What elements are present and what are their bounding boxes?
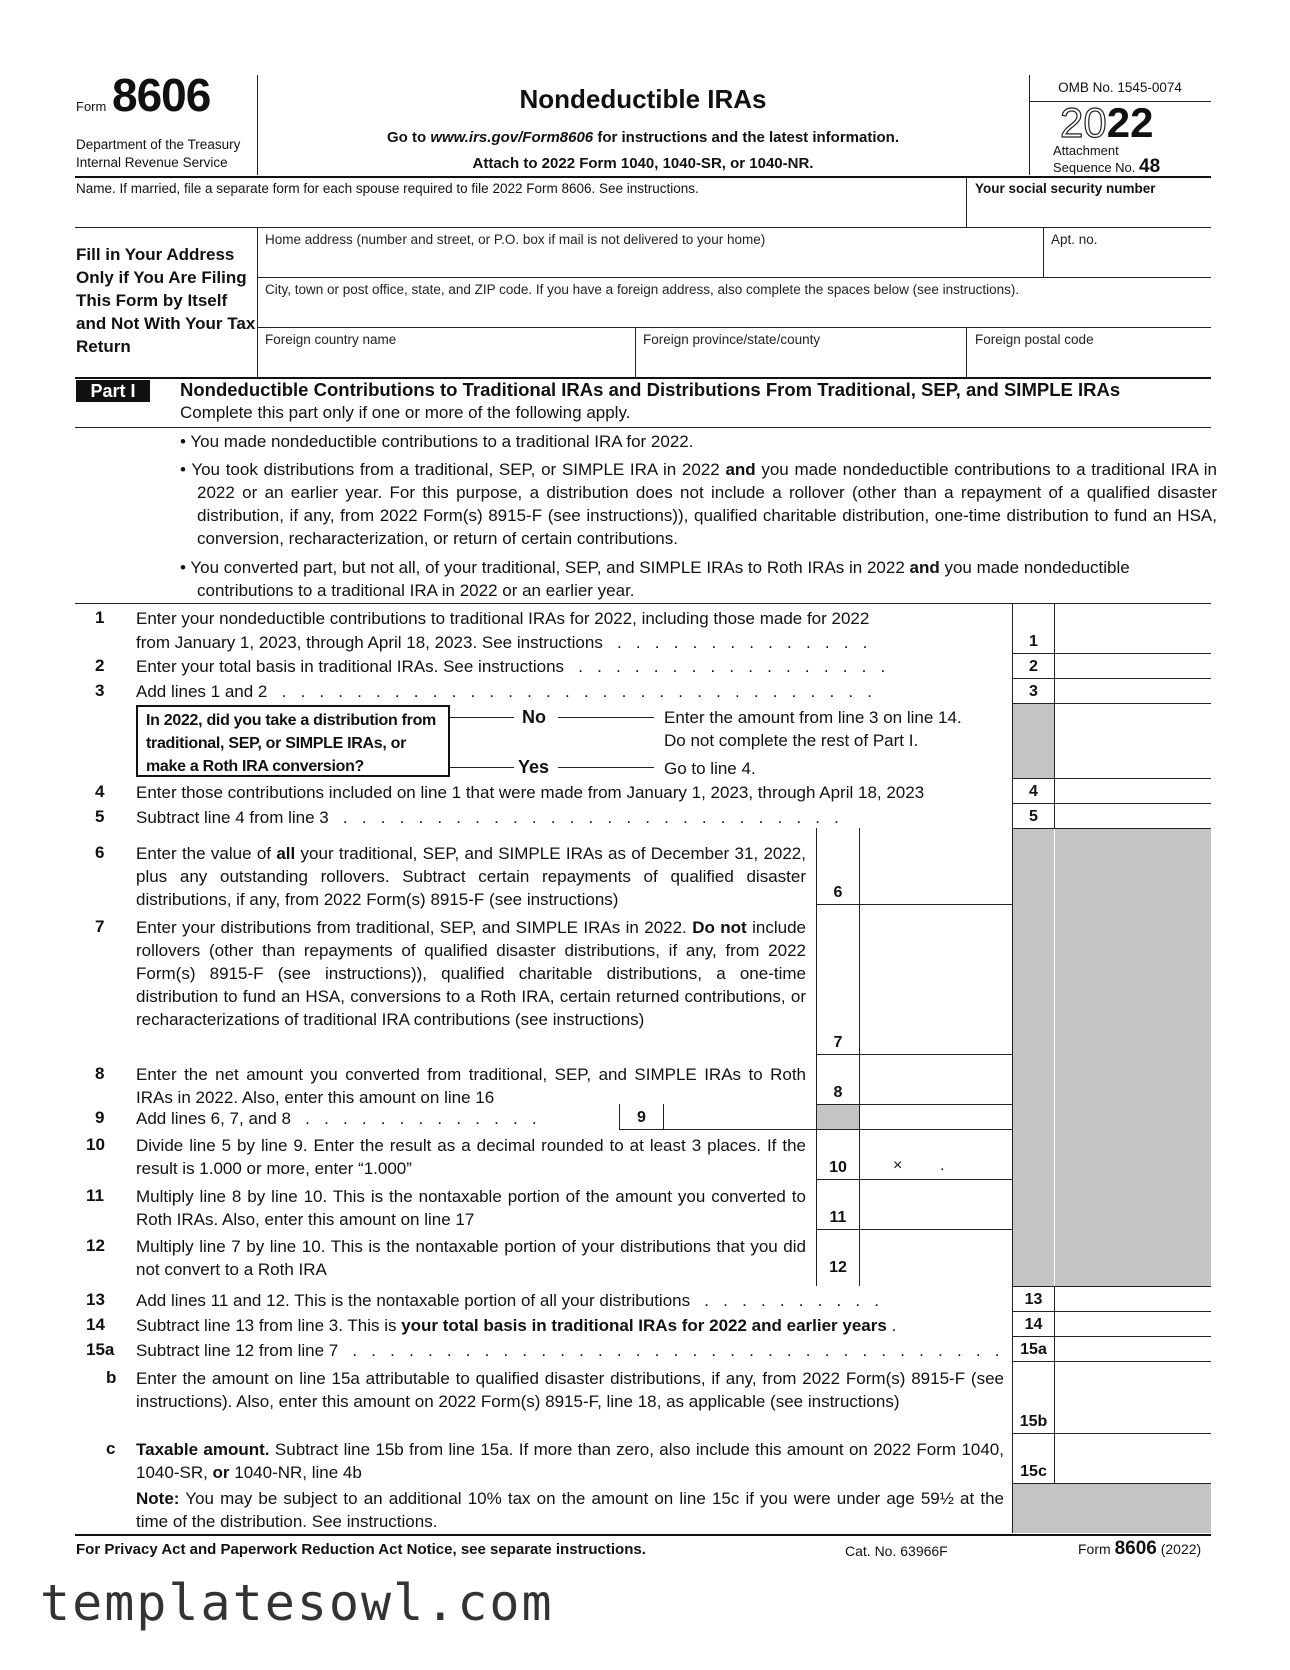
name-label: Name. If married, file a separate form for each spouse required to file 2022 Form 8606. See instructions.	[76, 181, 699, 196]
box-label-15a: 15a	[1020, 1341, 1047, 1358]
line-2-number: 2	[95, 656, 105, 675]
line-15b-input[interactable]	[1056, 1409, 1210, 1433]
dept-treasury: Department of the Treasury	[76, 137, 241, 152]
foreign-province-label: Foreign province/state/county	[643, 332, 821, 347]
attach-instruction: Attach to 2022 Form 1040, 1040-SR, or 1040-NR.	[472, 155, 814, 172]
part1-subtitle: Complete this part only if one or more of the following apply.	[180, 403, 631, 422]
box-label-10: 10	[829, 1159, 847, 1176]
shade-line9-box	[817, 1104, 859, 1129]
line-9-number: 9	[95, 1108, 105, 1127]
line-3-input[interactable]	[1056, 679, 1210, 703]
question-text: In 2022, did you take a distribution from traditional, SEP, or SIMPLE IRAs, or make a Roth IRA conversion?	[146, 712, 436, 775]
line-10-decimal: .	[940, 1157, 945, 1174]
line-12-number: 12	[86, 1236, 105, 1255]
line-11-number: 11	[86, 1186, 104, 1205]
form-title: Nondeductible IRAs	[519, 84, 767, 114]
ssn-input[interactable]	[970, 198, 1210, 226]
line-12-input[interactable]	[861, 1255, 1011, 1279]
box-label-3: 3	[1029, 683, 1038, 700]
note-text: Note: You may be subject to an additional 10% tax on the amount on line 15c if you were under age 59½ at the time of the distribution. See instructions.	[136, 1489, 1004, 1531]
line-4-input[interactable]	[1056, 779, 1210, 803]
part1-badge: Part I	[76, 380, 150, 402]
line-6-text: Enter the value of all your traditional, SEP, and SIMPLE IRAs as of December 31, 2022, plus any outstanding rollovers. Subtract certain repayments of qualified disaster distributions, if any, from 2022 Form(s) 8915-F (see instructions)	[136, 844, 806, 909]
box-label-1: 1	[1029, 633, 1038, 650]
home-address-label: Home address (number and street, or P.O. box if mail is not delivered to your home)	[265, 232, 766, 247]
line-3-text: Add lines 1 and 2 . . . . . . . . . . . . . . . . . . . . . . . . . . . . . . . .	[136, 682, 872, 701]
line-13-number: 13	[86, 1290, 105, 1309]
no-instruction-b: Do not complete the rest of Part I.	[664, 731, 919, 750]
line-4-number: 4	[95, 782, 105, 801]
line-14-text: Subtract line 13 from line 3. This is your total basis in traditional IRAs for 2022 and earlier years .	[136, 1316, 897, 1335]
shade-line3-question	[1013, 703, 1054, 778]
shade-right-6-12	[1013, 828, 1054, 1286]
address-side-label: Fill in Your Address Only if You Are Filing This Form by Itself and Not With Your Tax Return	[76, 245, 256, 356]
line-11-input[interactable]	[861, 1205, 1011, 1229]
watermark-text: templatesowl.com	[40, 1574, 554, 1632]
line-2-text: Enter your total basis in traditional IRAs. See instructions . . . . . . . . . . . . . . . . .	[136, 657, 886, 676]
line-15b-number: b	[106, 1368, 117, 1387]
line-7-input[interactable]	[861, 1030, 1011, 1054]
apt-label: Apt. no.	[1051, 232, 1098, 247]
line-8-number: 8	[95, 1064, 105, 1083]
ssn-label: Your social security number	[975, 181, 1156, 196]
box-label-14: 14	[1024, 1316, 1043, 1333]
box-label-12: 12	[829, 1259, 847, 1276]
city-input[interactable]	[262, 300, 1208, 326]
line-15a-input[interactable]	[1056, 1337, 1210, 1361]
line-8-text: Enter the net amount you converted from traditional, SEP, and SIMPLE IRAs to Roth IRAs in 2022. Also, enter this amount on line 16	[136, 1065, 806, 1107]
line-8-input[interactable]	[861, 1080, 1011, 1104]
line-15c-text: Taxable amount. Subtract line 15b from line 15a. If more than zero, also include this amount on 2022 Form 1040, 1040-SR, or 1040-NR, line 4b	[136, 1440, 1004, 1482]
line-5-number: 5	[95, 807, 105, 826]
line-1-input[interactable]	[1056, 629, 1210, 653]
box-label-2: 2	[1029, 658, 1038, 675]
form-subtitle: Go to www.irs.gov/Form8606 for instructions and the latest information.	[386, 129, 900, 146]
line-15c-number: c	[106, 1439, 116, 1458]
line-1-number: 1	[95, 608, 105, 627]
sequence-label: Sequence No. 48	[1053, 156, 1161, 177]
line-4-text: Enter those contributions included on line 1 that were made from January 1, 2023, through April 18, 2023	[136, 783, 925, 802]
line-11-text: Multiply line 8 by line 10. This is the nontaxable portion of the amount you converted to Roth IRAs. Also, enter this amount on line 17	[136, 1187, 806, 1229]
line-13-text: Add lines 11 and 12. This is the nontaxable portion of all your distributions . . . . . . . . . .	[136, 1291, 880, 1310]
bullet-1: • You made nondeductible contributions to a traditional IRA for 2022.	[180, 432, 694, 451]
omb-number: OMB No. 1545-0074	[1058, 80, 1182, 95]
line-15a-number: 15a	[86, 1340, 115, 1359]
line-14-input[interactable]	[1056, 1312, 1210, 1336]
footer-form: Form 8606 (2022)	[1078, 1538, 1202, 1559]
line-15b-text: Enter the amount on line 15a attributable to qualified disaster distributions, if any, from 2022 Form(s) 8915-F (see instructions). Also, enter this amount on 2022 Form(s) 8915-F, line 18, as applicable (see instructions)	[136, 1369, 1004, 1411]
line-7-text: Enter your distributions from traditional, SEP, and SIMPLE IRAs in 2022. Do not include rollovers (other than repayments of qualified disaster distributions, if any, from 2022 Form(s) 8915-F (see instructions)), qualified charitable distributions, a one-time distribution to fund an HSA, conversions to a Roth IRA, certain returned contributions, or recharacterizations of traditional IRA contributions (see instructions)	[136, 918, 806, 1029]
line-5-input[interactable]	[1056, 804, 1210, 828]
line-9-text: Add lines 6, 7, and 8 . . . . . . . . . . . . .	[136, 1109, 537, 1128]
shade-note	[1013, 1483, 1211, 1533]
bullet-2: • You took distributions from a traditional, SEP, or SIMPLE IRA in 2022 and you made nondeductible contributions to a traditional IRA in 2022 or an earlier year. For this purpose, a distribution does not include a rollover (other than a repayment of a qualified disaster distribution, if any, from 2022 Form(s) 8915-F (see instructions)), qualified charitable distribution, one-time distribution to fund an HSA, conversion, recharacterization, or return of certain contributions.	[180, 460, 1217, 548]
attachment-label: Attachment	[1053, 143, 1119, 158]
foreign-postal-input[interactable]	[970, 350, 1210, 376]
line-15a-text: Subtract line 12 from line 7 . . . . . . . . . . . . . . . . . . . . . . . . . . . . . . . . . . .	[136, 1341, 1000, 1360]
line-10-times: ×	[893, 1157, 903, 1174]
foreign-province-input[interactable]	[640, 350, 962, 376]
line-1-text-b: from January 1, 2023, through April 18, 2023. See instructions . . . . . . . . . . . . . .	[136, 633, 868, 652]
box-label-8: 8	[833, 1084, 843, 1101]
box-label-13: 13	[1024, 1291, 1043, 1308]
cat-number: Cat. No. 63966F	[845, 1543, 948, 1559]
yes-instruction: Go to line 4.	[664, 759, 756, 778]
name-input[interactable]	[76, 198, 964, 226]
tax-year: 2022	[1060, 99, 1154, 146]
line-6-number: 6	[95, 843, 105, 862]
form-number: 8606	[112, 69, 211, 121]
line-15c-input[interactable]	[1056, 1459, 1210, 1483]
box-label-5: 5	[1029, 808, 1038, 825]
form-label: Form	[76, 99, 107, 114]
box-label-15c: 15c	[1020, 1463, 1047, 1480]
no-instruction-a: Enter the amount from line 3 on line 14.	[664, 708, 962, 727]
part1-title: Nondeductible Contributions to Traditional IRAs and Distributions From Traditional, SEP, and SIMPLE IRAs	[180, 379, 1121, 400]
line-6-input[interactable]	[861, 880, 1011, 904]
apt-input[interactable]	[1047, 250, 1209, 276]
line-13-input[interactable]	[1056, 1287, 1210, 1311]
home-address-input[interactable]	[262, 250, 1042, 276]
box-label-11: 11	[829, 1209, 847, 1226]
box-label-4: 4	[1029, 783, 1038, 800]
line-10-input[interactable]	[945, 1155, 1011, 1179]
foreign-postal-label: Foreign postal code	[975, 332, 1094, 347]
line-10-text: Divide line 5 by line 9. Enter the result as a decimal rounded to at least 3 places. If the result is 1.000 or more, enter “1.000”	[136, 1136, 806, 1178]
box-label-7: 7	[833, 1034, 843, 1051]
line-1-text: Enter your nondeductible contributions to traditional IRAs for 2022, including those made for 2022	[136, 609, 870, 628]
bullet-3: • You converted part, but not all, of your traditional, SEP, and SIMPLE IRAs to Roth IRAs in 2022 and you made nondeductible contributions to a traditional IRA in 2022 or an earlier year.	[180, 558, 1130, 600]
answer-no: No	[522, 707, 546, 727]
line-7-number: 7	[95, 917, 105, 936]
box-label-9: 9	[637, 1109, 646, 1126]
answer-yes: Yes	[518, 757, 550, 777]
line-3-number: 3	[95, 681, 105, 700]
irs-label: Internal Revenue Service	[76, 155, 228, 170]
line-12-text: Multiply line 7 by line 10. This is the nontaxable portion of your distributions that you did not convert to a Roth IRA	[136, 1237, 806, 1279]
box-label-6: 6	[833, 884, 843, 901]
line-5-text: Subtract line 4 from line 3 . . . . . . . . . . . . . . . . . . . . . . . . . . .	[136, 808, 839, 827]
foreign-country-label: Foreign country name	[265, 332, 397, 347]
line-14-number: 14	[86, 1315, 105, 1334]
box-label-15b: 15b	[1019, 1413, 1048, 1430]
privacy-notice: For Privacy Act and Paperwork Reduction Act Notice, see separate instructions.	[76, 1541, 646, 1558]
line-10-number: 10	[86, 1135, 105, 1154]
foreign-country-input[interactable]	[262, 350, 632, 376]
shade-right-6-12-b	[1055, 828, 1211, 1286]
city-label: City, town or post office, state, and ZIP code. If you have a foreign address, also complete the spaces below (see instructions).	[265, 282, 1020, 297]
line-2-input[interactable]	[1056, 654, 1210, 678]
